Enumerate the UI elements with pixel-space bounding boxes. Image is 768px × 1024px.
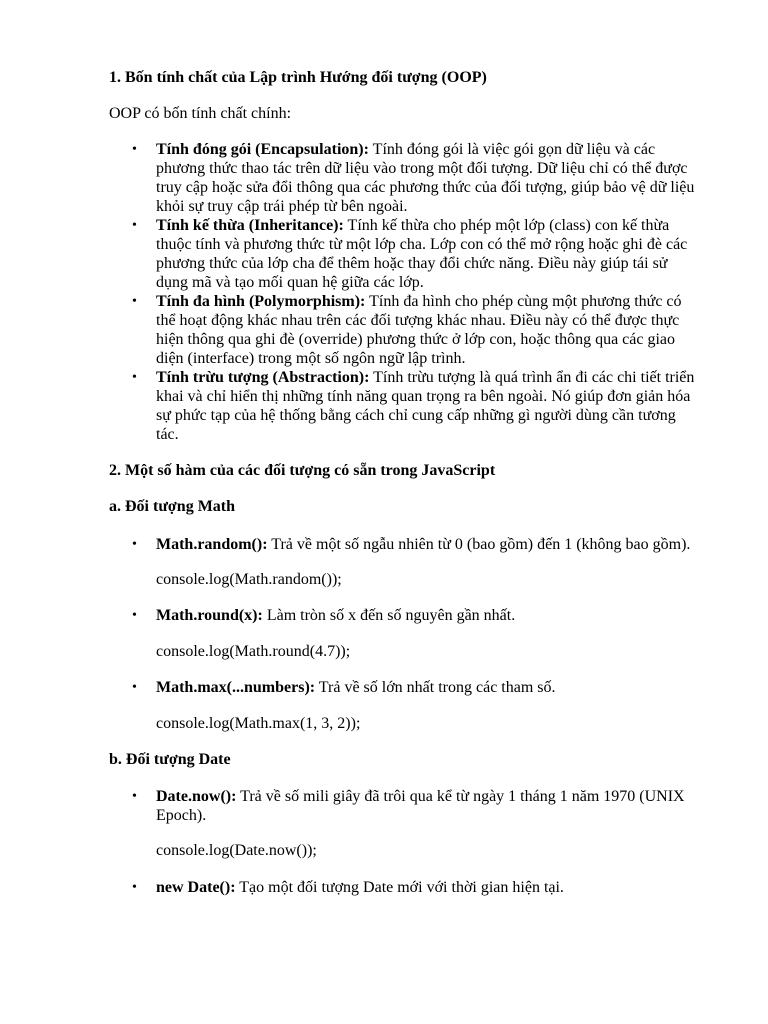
- date-list: [109, 787, 699, 825]
- list-item: [109, 292, 699, 368]
- list-item: [109, 678, 699, 697]
- list-item: [109, 535, 699, 554]
- oop-properties-list: [109, 140, 699, 444]
- list-item: [109, 216, 699, 292]
- list-item: [109, 878, 699, 897]
- code-example: console.log(Date.now());: [156, 842, 317, 859]
- math-list: [109, 678, 699, 697]
- code-example: console.log(Math.random());: [156, 571, 342, 588]
- section-1-intro: OOP có bốn tính chất chính:: [109, 105, 292, 122]
- list-item: [109, 140, 699, 216]
- term: Tính kế thừa (Inheritance):: [156, 217, 344, 234]
- description: Trả về một số ngẫu nhiên từ 0 (bao gồm) đến 1 (không bao gồm).: [267, 536, 691, 553]
- list-item: [109, 606, 699, 625]
- term: Tính trừu tượng (Abstraction):: [156, 369, 370, 386]
- term: Math.round(x):: [156, 607, 263, 624]
- list-item: [109, 787, 699, 825]
- term: Date.now():: [156, 788, 237, 805]
- date-list: [109, 878, 699, 897]
- code-example: console.log(Math.round(4.7));: [156, 643, 351, 660]
- term: Math.random():: [156, 536, 268, 553]
- term: Tính đóng gói (Encapsulation):: [156, 141, 369, 158]
- section-2-heading: 2. Một số hàm của các đối tượng có sẵn trong JavaScript: [109, 462, 496, 479]
- list-item: [109, 368, 699, 444]
- description: Tạo một đối tượng Date mới với thời gian hiện tại.: [235, 879, 564, 896]
- math-list: [109, 606, 699, 625]
- document-content: [109, 68, 699, 897]
- term: Math.max(...numbers):: [156, 679, 316, 696]
- description: Tính đa hình cho phép cùng một phương thức có thể hoạt động khác nhau trên các đối tượng khác nhau. Điều này có thể được thực hiện thông qua ghi đè (override) phương thức ở lớp con, hoặc thông qua các giao diện (interface) trong một số ngôn ngữ lập trình.: [156, 293, 682, 367]
- section-1-heading: 1. Bốn tính chất của Lập trình Hướng đối tượng (OOP): [109, 69, 487, 86]
- term: new Date():: [156, 879, 236, 896]
- description: Tính kế thừa cho phép một lớp (class) con kế thừa thuộc tính và phương thức từ một lớp cha. Lớp con có thể mở rộng hoặc ghi đè các phương thức của lớp cha để thêm hoặc thay đổi chức năng. Điều này giúp tái sử dụng mã và tạo mối quan hệ giữa các lớp.: [156, 217, 688, 291]
- code-example: console.log(Math.max(1, 3, 2));: [156, 715, 361, 732]
- description: Tính trừu tượng là quá trình ẩn đi các chi tiết triển khai và chỉ hiển thị những tính năng quan trọng ra bên ngoài. Nó giúp đơn giản hóa sự phức tạp của hệ thống bằng cách chỉ cung cấp những gì người dùng cần tương tác.: [156, 369, 695, 443]
- description: Trả về số lớn nhất trong các tham số.: [315, 679, 556, 696]
- description: Làm tròn số x đến số nguyên gần nhất.: [262, 607, 516, 624]
- math-heading: a. Đối tượng Math: [109, 498, 236, 515]
- description: Tính đóng gói là việc gói gọn dữ liệu và các phương thức thao tác trên dữ liệu vào trong một đối tượng. Dữ liệu chỉ có thể được truy cập hoặc sửa đổi thông qua các phương thức của đối tượng, giúp bảo vệ dữ liệu khỏi sự truy cập trái phép từ bên ngoài.: [156, 141, 695, 215]
- description: Trả về số mili giây đã trôi qua kể từ ngày 1 tháng 1 năm 1970 (UNIX Epoch).: [156, 788, 685, 824]
- math-list: [109, 535, 699, 554]
- date-heading: b. Đối tượng Date: [109, 751, 231, 768]
- term: Tính đa hình (Polymorphism):: [156, 293, 366, 310]
